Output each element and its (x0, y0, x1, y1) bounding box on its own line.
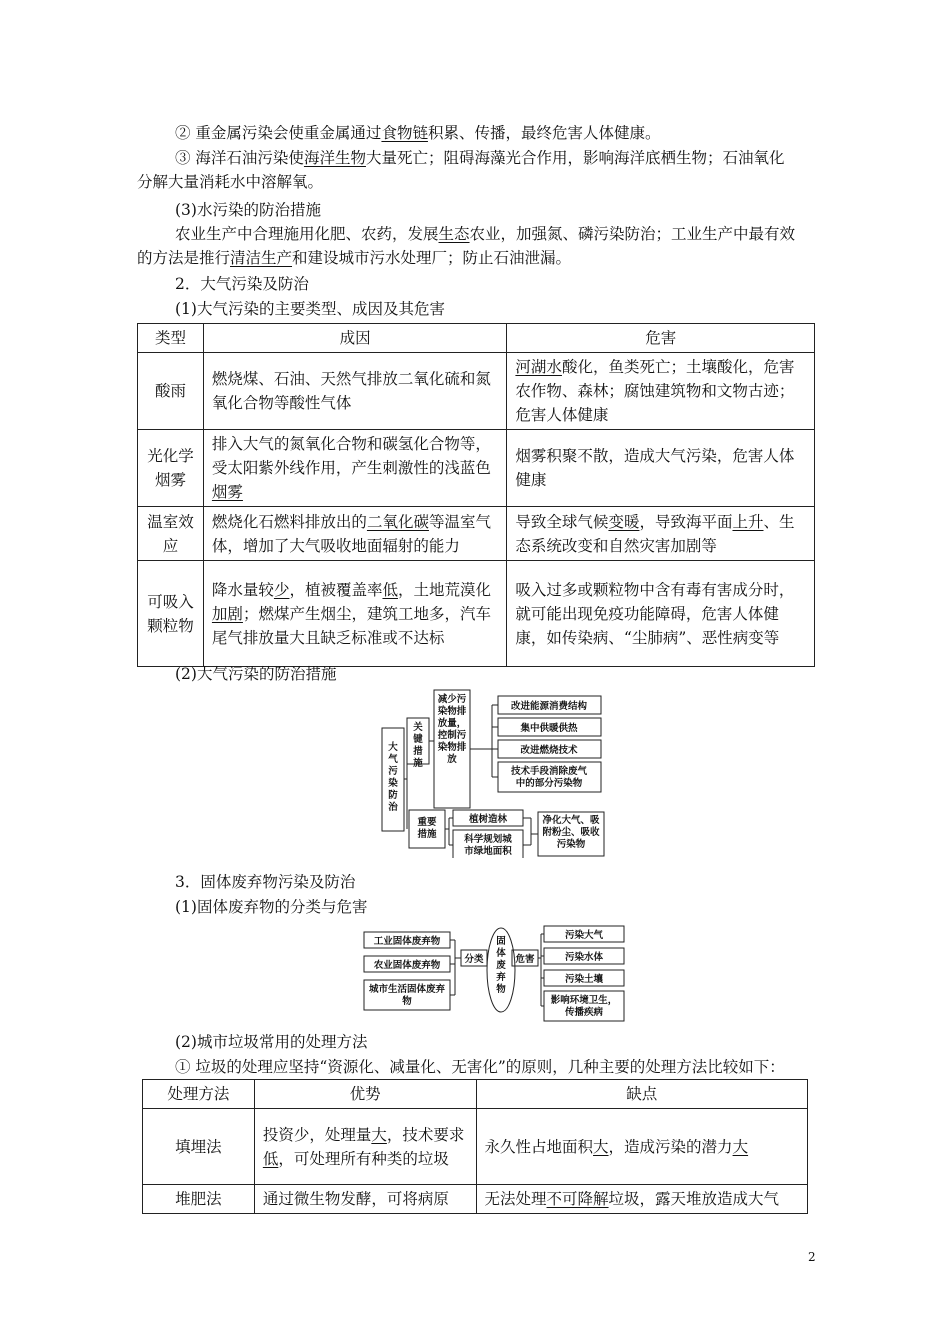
air-control-diagram (376, 688, 616, 858)
diagram-key-item: 集中供暖供热 (520, 723, 578, 734)
air-header-cause: 成因 (203, 324, 507, 353)
diagram-important-label: 重要措施 (417, 817, 437, 840)
waste-dis: 无法处理不可降解垃圾，露天堆放造成大气 (476, 1185, 807, 1214)
air-type: 温室效应 (138, 507, 204, 561)
water-measures-line1: 农业生产中合理施用化肥、农药，发展生态农业，加强氮、磷污染防治；工业生产中最有效 (175, 225, 796, 243)
air-sub1: (1)大气污染的主要类型、成因及其危害 (175, 300, 445, 318)
air-header-type: 类型 (138, 324, 204, 353)
water-measures-heading: (3)水污染的防治措施 (175, 201, 321, 219)
water-item3-line2: 分解大量消耗水中溶解氧。 (137, 173, 324, 191)
waste-header-method: 处理方法 (143, 1080, 255, 1109)
air-type: 光化学烟雾 (138, 430, 204, 507)
air-cause: 燃烧煤、石油、天然气排放二氧化硫和氮氧化合物等酸性气体 (203, 353, 507, 430)
water-measures-line2: 的方法是推行清洁生产和建设城市污水处理厂；防止石油泄漏。 (137, 249, 572, 267)
air-harm: 河湖水酸化，鱼类死亡；土壤酸化，危害农作物、森林；腐蚀建筑物和文物古迹；危害人体健康 (507, 353, 815, 430)
diagram-root-label: 大气污染防治 (388, 742, 398, 813)
air-cause: 排入大气的氮氧化合物和碳氢化合物等，受太阳紫外线作用，产生刺激性的浅蓝色烟雾 (203, 430, 507, 507)
diagram-key-label: 关键措施 (413, 722, 423, 769)
waste-type: 农业固体废弃物 (373, 960, 441, 971)
air-harm: 吸入过多或颗粒物中含有毒有害成分时，就可能出现免疫功能障碍，危害人体健康，如传染病、“尘肺病”、恶性病变等 (507, 561, 815, 667)
air-harm: 导致全球气候变暖，导致海平面上升、生态系统改变和自然灾害加剧等 (507, 507, 815, 561)
air-pollution-table (137, 323, 815, 667)
waste-method: 填埋法 (143, 1109, 255, 1185)
air-sub2: (2)大气污染的防治措施 (175, 665, 337, 683)
air-row-greenhouse (138, 507, 815, 561)
waste-row-landfill (143, 1109, 808, 1185)
center-label: 固体废弃物 (496, 936, 506, 995)
diagram-reduce-label: 减少污染物排放量，控制污染物排放 (437, 694, 467, 765)
diagram-imp-item: 科学规划城市绿地面积 (464, 834, 512, 857)
solid-heading: 3．固体废弃物污染及防治 (175, 873, 356, 891)
air-header-harm: 危害 (507, 324, 815, 353)
harm-label: 危害 (515, 954, 535, 965)
diagram-effect-label: 净化大气、吸附粉尘、吸收污染物 (542, 815, 600, 850)
air-row-particulates (138, 561, 815, 667)
air-type: 可吸入颗粒物 (138, 561, 204, 667)
air-cause: 燃烧化石燃料排放出的二氧化碳等温室气体，增加了大气吸收地面辐射的能力 (203, 507, 507, 561)
air-type: 酸雨 (138, 353, 204, 430)
classify-label: 分类 (464, 954, 484, 965)
water-item3-line1: ③ 海洋石油污染使海洋生物大量死亡；阻碍海藻光合作用，影响海洋底栖生物；石油氧化 (175, 149, 785, 167)
waste-table-header (143, 1080, 808, 1109)
solid-sub2: (2)城市垃圾常用的处理方法 (175, 1033, 368, 1051)
solid-principle: ① 垃圾的处理应坚持“资源化、减量化、无害化”的原则，几种主要的处理方法比较如下： (175, 1058, 785, 1076)
diagram-key-item: 改进能源消费结构 (510, 701, 588, 712)
waste-header-adv: 优势 (254, 1080, 476, 1109)
harm-item: 影响环境卫生，传播疾病 (550, 995, 618, 1018)
waste-method-table (142, 1079, 808, 1214)
waste-adv: 投资少，处理量大，技术要求低，可处理所有种类的垃圾 (254, 1109, 476, 1185)
air-row-photochemical-smog (138, 430, 815, 507)
diagram-key-item: 改进燃烧技术 (520, 745, 578, 756)
air-cause: 降水量较少，植被覆盖率低，土地荒漠化加剧；燃煤产生烟尘，建筑工地多，汽车尾气排放量大且缺乏标准或不达标 (203, 561, 507, 667)
waste-type: 工业固体废弃物 (373, 936, 441, 947)
water-item2: ② 重金属污染会使重金属通过食物链积累、传播，最终危害人体健康。 (175, 124, 661, 142)
air-table-header (138, 324, 815, 353)
solid-waste-diagram (360, 922, 630, 1022)
page-number: 2 (808, 1250, 816, 1264)
waste-adv: 通过微生物发酵，可将病原 (254, 1185, 476, 1214)
harm-item: 污染土壤 (564, 974, 604, 985)
solid-sub1: (1)固体废弃物的分类与危害 (175, 898, 368, 916)
diagram-key-item: 技术手段消除废气中的部分污染物 (510, 766, 588, 789)
harm-item: 污染大气 (564, 930, 604, 941)
waste-dis: 永久性占地面积大，造成污染的潜力大 (476, 1109, 807, 1185)
waste-row-compost (143, 1185, 808, 1214)
harm-item: 污染水体 (564, 952, 604, 963)
diagram-imp-item: 植树造林 (468, 814, 508, 825)
air-row-acid-rain (138, 353, 815, 430)
waste-method: 堆肥法 (143, 1185, 255, 1214)
waste-header-dis: 缺点 (476, 1080, 807, 1109)
air-harm: 烟雾积聚不散，造成大气污染，危害人体健康 (507, 430, 815, 507)
waste-type: 城市生活固体废弃物 (368, 984, 446, 1007)
air-heading: 2．大气污染及防治 (175, 275, 309, 293)
